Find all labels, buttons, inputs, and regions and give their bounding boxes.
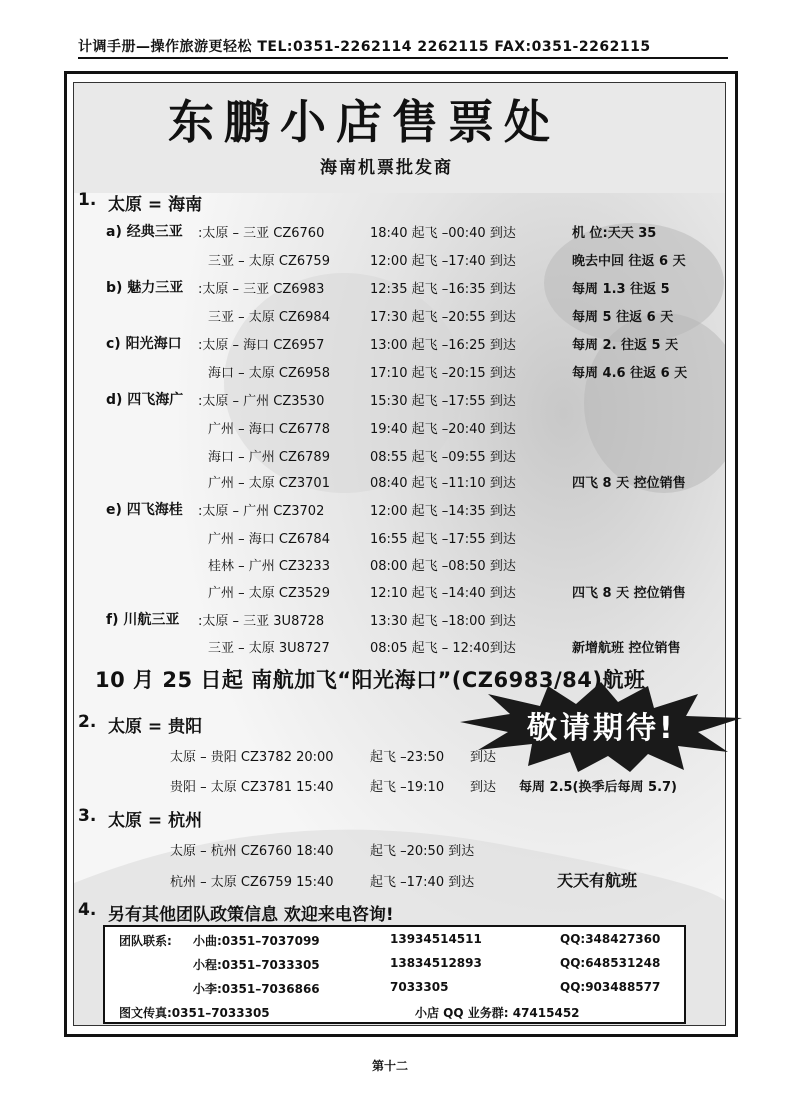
flight-info: 太原 – 贵阳 CZ3782 20:00 [170, 750, 334, 765]
route-note: 机 位:天天 35 [572, 226, 657, 241]
contact-box [103, 925, 686, 1024]
route-flight: 三亚 – 太原 CZ6984 [208, 310, 330, 325]
flight-info: 太原 – 杭州 CZ6760 18:40 [170, 844, 334, 859]
route-time: 18:40 起飞 –00:40 到达 [370, 226, 516, 241]
route-time: 08:00 起飞 –08:50 到达 [370, 559, 516, 574]
route-time: 17:10 起飞 –20:15 到达 [370, 366, 516, 381]
route-flight: :太原 – 海口 CZ6957 [198, 338, 325, 353]
contact-mobile: 13934514511 [390, 932, 482, 946]
route-note: 每周 5 往返 6 天 [572, 310, 674, 325]
route-flight: 广州 – 太原 CZ3529 [208, 586, 330, 601]
flight-info: 贵阳 – 太原 CZ3781 15:40 [170, 780, 334, 795]
route-flight: :太原 – 三亚 CZ6760 [198, 226, 325, 241]
route-time: 16:55 起飞 –17:55 到达 [370, 532, 516, 547]
flight-arrival: 到达 [470, 780, 497, 795]
route-label: d) 四飞海广 [106, 392, 184, 408]
page-number: 第十二 [372, 1059, 409, 1073]
contact-mobile: 7033305 [390, 980, 449, 994]
contact-mobile: 13834512893 [390, 956, 482, 970]
route-note: 四飞 8 天 控位销售 [572, 586, 686, 601]
route-time: 13:30 起飞 –18:00 到达 [370, 614, 516, 629]
announcement-banner: 10 月 25 日起 南航加飞“阳光海口”(CZ6983/84)航班 [95, 668, 646, 692]
contact-qq: QQ:648531248 [560, 956, 661, 970]
contact-qq: QQ:903488577 [560, 980, 661, 994]
section-4-title: 另有其他团队政策信息 欢迎来电咨询! [108, 905, 394, 925]
contact-name: 小曲:0351–7037099 [193, 934, 320, 948]
route-flight: :太原 – 广州 CZ3530 [198, 394, 325, 409]
contact-name: 小程:0351–7033305 [193, 958, 320, 972]
team-contact-label: 团队联系: [119, 934, 172, 948]
flight-arrival: 到达 [470, 750, 497, 765]
route-time: 12:00 起飞 –14:35 到达 [370, 504, 516, 519]
route-time: 12:10 起飞 –14:40 到达 [370, 586, 516, 601]
flight-departure: 起飞 –19:10 [370, 780, 445, 795]
section-4-num: 4. [78, 900, 97, 920]
route-time: 19:40 起飞 –20:40 到达 [370, 422, 516, 437]
route-flight: 海口 – 太原 CZ6958 [208, 366, 330, 381]
route-time: 13:00 起飞 –16:25 到达 [370, 338, 516, 353]
flight-departure: 起飞 –17:40 到达 [370, 875, 475, 890]
route-time: 08:40 起飞 –11:10 到达 [370, 476, 516, 491]
qq-group: 小店 QQ 业务群: 47415452 [415, 1006, 580, 1020]
route-flight: :太原 – 三亚 CZ6983 [198, 282, 325, 297]
route-flight: 广州 – 海口 CZ6784 [208, 532, 330, 547]
route-label: b) 魅力三亚 [106, 280, 184, 296]
flight-note: 天天有航班 [557, 871, 638, 890]
route-label: c) 阳光海口 [106, 336, 182, 352]
route-note: 晚去中回 往返 6 天 [572, 254, 686, 269]
contact-name: 小李:0351–7036866 [193, 982, 320, 996]
route-note: 每周 4.6 往返 6 天 [572, 366, 688, 381]
coming-soon-text: 敬请期待! [527, 711, 676, 746]
route-flight: :太原 – 三亚 3U8728 [198, 614, 325, 629]
route-time: 08:05 起飞 – 12:40到达 [370, 641, 516, 656]
route-flight: 三亚 – 太原 3U8727 [208, 641, 330, 656]
route-time: 12:35 起飞 –16:35 到达 [370, 282, 516, 297]
section-1-title: 太原 = 海南 [108, 195, 203, 215]
section-2-num: 2. [78, 712, 97, 732]
route-time: 12:00 起飞 –17:40 到达 [370, 254, 516, 269]
route-note: 四飞 8 天 控位销售 [572, 476, 686, 491]
flight-note: 每周 2.5(换季后每周 5.7) [519, 780, 677, 795]
route-note: 每周 1.3 往返 5 [572, 282, 670, 297]
page-subtitle: 海南机票批发商 [320, 158, 453, 178]
page-title: 东鹏小店售票处 [168, 95, 560, 149]
header-text: 计调手册—操作旅游更轻松 TEL:0351-2262114 2262115 FAX:0351-2262115 [78, 39, 651, 55]
route-flight: 广州 – 太原 CZ3701 [208, 476, 330, 491]
route-flight: 广州 – 海口 CZ6778 [208, 422, 330, 437]
route-label: f) 川航三亚 [106, 612, 180, 628]
section-1-num: 1. [78, 190, 97, 210]
route-note: 新增航班 控位销售 [572, 641, 681, 656]
route-time: 08:55 起飞 –09:55 到达 [370, 450, 516, 465]
section-3-title: 太原 = 杭州 [108, 811, 203, 831]
header-rule [78, 57, 728, 59]
route-flight: 海口 – 广州 CZ6789 [208, 450, 330, 465]
flight-departure: 起飞 –23:50 [370, 750, 445, 765]
route-label: e) 四飞海桂 [106, 502, 183, 518]
route-note: 每周 2. 往返 5 天 [572, 338, 679, 353]
section-2-title: 太原 = 贵阳 [108, 717, 203, 737]
fax-number: 图文传真:0351–7033305 [119, 1006, 270, 1020]
section-3-num: 3. [78, 806, 97, 826]
route-label: a) 经典三亚 [106, 224, 183, 240]
flight-departure: 起飞 –20:50 到达 [370, 844, 475, 859]
route-flight: 三亚 – 太原 CZ6759 [208, 254, 330, 269]
route-time: 15:30 起飞 –17:55 到达 [370, 394, 516, 409]
contact-qq: QQ:348427360 [560, 932, 661, 946]
flight-info: 杭州 – 太原 CZ6759 15:40 [170, 875, 334, 890]
route-flight: 桂林 – 广州 CZ3233 [208, 559, 330, 574]
route-flight: :太原 – 广州 CZ3702 [198, 504, 325, 519]
route-time: 17:30 起飞 –20:55 到达 [370, 310, 516, 325]
